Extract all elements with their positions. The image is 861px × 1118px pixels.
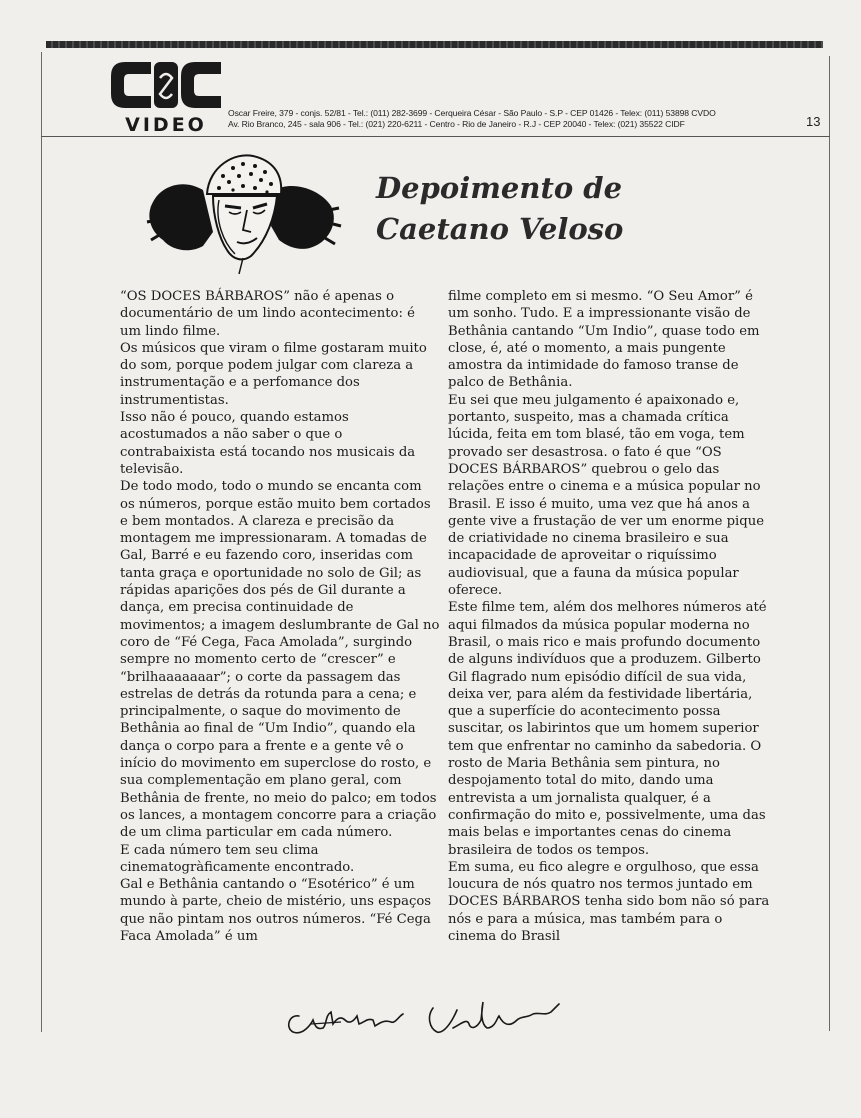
cic-video-logo	[107, 58, 225, 134]
handwritten-signature	[281, 994, 581, 1044]
paragraph: Gal e Bethânia cantando o “Esotérico” é um mundo à parte, cheio de mistério, uns espaços que não pintam nos outros números. “Fé Cega Faca Amolada” é um	[120, 877, 432, 944]
title-line-1: Depoimento de	[376, 171, 623, 205]
logo-label: VIDEO	[125, 114, 207, 136]
title-line-2: Caetano Veloso	[376, 212, 624, 246]
page-number: 13	[806, 114, 821, 129]
header-divider	[41, 136, 830, 137]
paragraph: Os músicos que viram o filme gostaram muito do som, porque podem julgar com clareza a instrumentação e a perfomance dos instrumentistas.	[120, 340, 427, 408]
paragraph: E cada número tem seu clima cinematogràficamente encontrado.	[120, 842, 355, 875]
top-border-bar	[46, 41, 823, 48]
paragraph: Eu sei que meu julgamento é apaixonado e, portanto, suspeito, mas a chamada crítica lúcida, feita em tom blasé, tão em voga, tem provado ser desastrosa. o fato é que “OS DOCES BÁRBAROS” quebrou o gelo das relações entre o cinema e a música popular no Brasil. E isso é muito, uma vez que há anos a gente vive a frustação de ver um enorme pique de criatividade no cinema brasileiro e sua incapacidade de aproveitar o riquíssimo audiovisual, que a fauna da música popular oferece.	[448, 392, 765, 599]
paragraph: Este filme tem, além dos melhores números até aqui filmados da música popular moderna no Brasil, o mais rico e mais profundo documento de alguns indivíduos que a produzem. Gilberto Gil flagrado num episódio difícil de sua vida, deixa ver, para além da festividade libertária, que a superfície do acontecimento possa suscitar, os labirintos que um homem superior tem que enfrentar no caminho da sabedoria. O rosto de Maria Bethânia sem pintura, no despojamento total do mito, dando uma entrevista a um jornalista qualquer, é a confirmação do mito e, possivelmente, uma das mais belas e importantes cenas do cinema brasileira de todos os tempos.	[448, 600, 767, 858]
paragraph: De todo modo, todo o mundo se encanta com os números, porque estão muito bem cortados e bem montados. A clareza e precisão da montagem me impressionaram. A tomadas de Gal, Barré e eu fazendo coro, inseridas com tanta graça e oportunidade no solo de Gil; as rápidas aparições dos pés de Gil durante a dança, em precisa continuidade de movimentos; a imagem deslumbrante de Gal no coro de “Fé Cega, Faca Amolada”, surgindo sempre no momento certo de “crescer” e “brilhaaaaaaar”; o corte da passagem das estrelas de detrás da rotunda para a cena; e principalmente, o saque do movimento de Bethânia ao final de “Um Indio”, quando ela dança o corpo para a frente e a gente vê o início do movimento em superclose do rosto, e sua complementação em plano geral, com Bethânia de frente, no meio do palco; em todos os lances, a montagem concorre para a criação de um clima particular em cada número.	[120, 479, 440, 841]
address-line-sao-paulo: Oscar Freire, 379 - conjs. 52/81 - Tel.: (011) 282-3699 - Cerqueira César - São Paulo - S.P - CEP 01426 - Telex: (011) 53898 CVDO	[228, 108, 716, 118]
address-block	[228, 108, 788, 130]
cic-logo-mark	[107, 58, 225, 114]
paragraph: filme completo em si mesmo. “O Seu Amor” é um sonho. Tudo. E a impressionante visão de Bethânia cantando “Um Indio”, quase todo em close, é, até o momento, a mais pungente amostra da intimidade do famoso transe de palco de Bethânia.	[448, 289, 760, 391]
paragraph: Isso não é pouco, quando estamos acostumados a não saber o que o contrabaixista está tocando nos musicais da televisão.	[120, 410, 416, 477]
frame-right-rule	[829, 56, 830, 1031]
body-column-left	[120, 288, 440, 945]
frame-left-rule	[41, 52, 42, 1032]
paragraph: Em suma, eu fico alegre e orgulhoso, que essa loucura de nós quatro nos termos juntado em DOCES BÁRBAROS tenha sido bom não só para nós e para a música, mas também para o cinema do Brasil	[448, 859, 770, 944]
body-column-right	[448, 288, 770, 945]
caricature-illustration	[143, 150, 343, 274]
article-title	[376, 168, 676, 250]
paragraph: “OS DOCES BÁRBAROS” não é apenas o documentário de um lindo acontecimento: é um lindo filme.	[120, 289, 415, 339]
address-line-rio: Av. Rio Branco, 245 - sala 906 - Tel.: (021) 220-6211 - Centro - Rio de Janeiro - R.J - CEP 20040 - Telex: (021) 35522 CIDF	[228, 119, 685, 129]
